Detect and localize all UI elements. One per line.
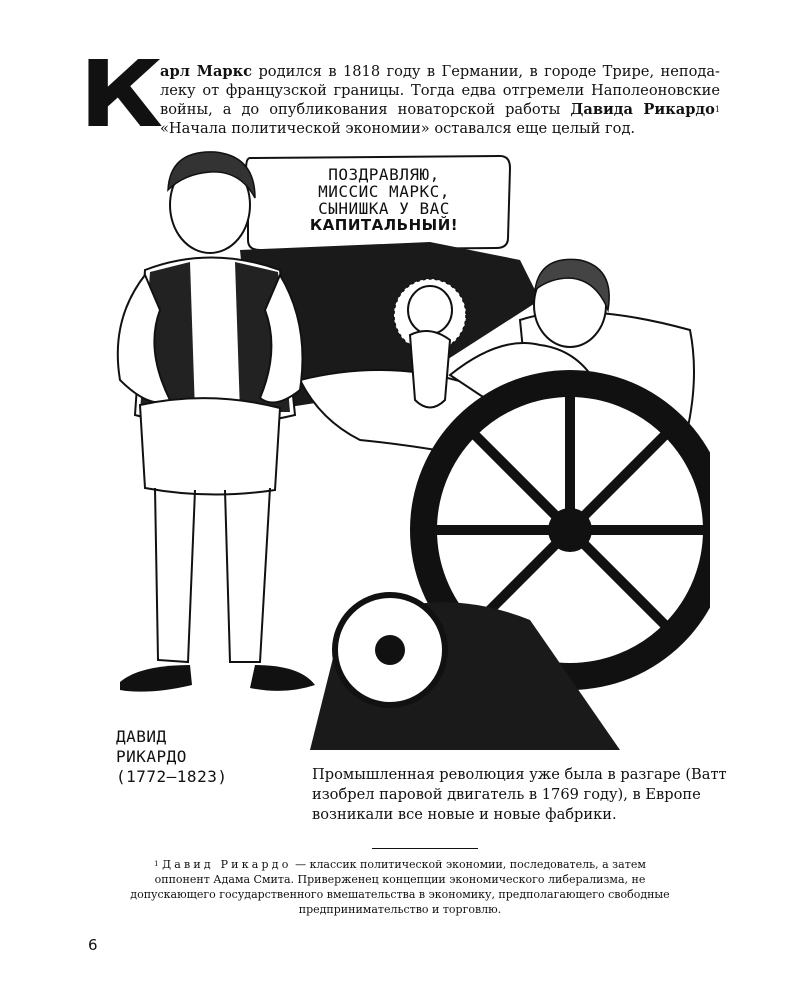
intro-paragraph [160,62,720,138]
footnote-name: Давид Рикардо [162,858,292,871]
gear-small-hub [375,635,405,665]
ricardo-apron [140,398,280,494]
speech-bubble-text [268,166,500,234]
footnote-reference: 1 [714,105,720,114]
ricardo-legs [155,488,270,662]
ricardo-name-caption [116,727,276,787]
baby-body [410,331,450,408]
speech-line-4: КАПИТАЛЬНЫЙ! [309,216,459,234]
baby-head [408,286,452,334]
intro-text-1: родился в 1818 году в Германии, в городе Трире, непода-леку от французской границы. Тогда едва отгремели Наполеоновские войны, а до опубликования новаторской работы [160,63,720,118]
speech-line-2: МИССИС МАРКС, [318,182,450,201]
name-line-1: ДАВИД [116,727,167,746]
speech-line-1: ПОЗДРАВЛЯЮ, [328,165,440,184]
footnote-text: — классик политической экономии, последователь, а затем оппонент Адама Смита. Приверженец концепции экономического либерализма, не допускающего государственного вмешательства в экономику, предполагающего свободные предпринимательство и торговлю. [130,858,670,916]
name-line-3: (1772—1823) [116,767,228,786]
name-david-ricardo: Давида Рикардо [570,101,715,118]
name-line-2: РИКАРДО [116,747,187,766]
ricardo-shoe-right [250,665,315,691]
illustration [100,150,710,755]
drop-cap: К [78,41,161,148]
ricardo-shoe-left [120,665,192,692]
footnote-mark: 1 [154,860,159,868]
name-karl-marx: арл Маркс [160,63,253,80]
illustration-caption: Промышленная революция уже была в разгаре (Ватт изобрел паровой двигатель в 1769 году), в Европе возникали все новые и новые фабрики. [312,766,727,823]
page-number: 6 [88,936,98,954]
footnote-divider [372,848,478,849]
intro-text-2: «Начала политической экономии» оставался еще целый год. [160,120,636,137]
footnote [130,857,670,917]
speech-line-3: СЫНИШКА У ВАС [318,199,450,218]
